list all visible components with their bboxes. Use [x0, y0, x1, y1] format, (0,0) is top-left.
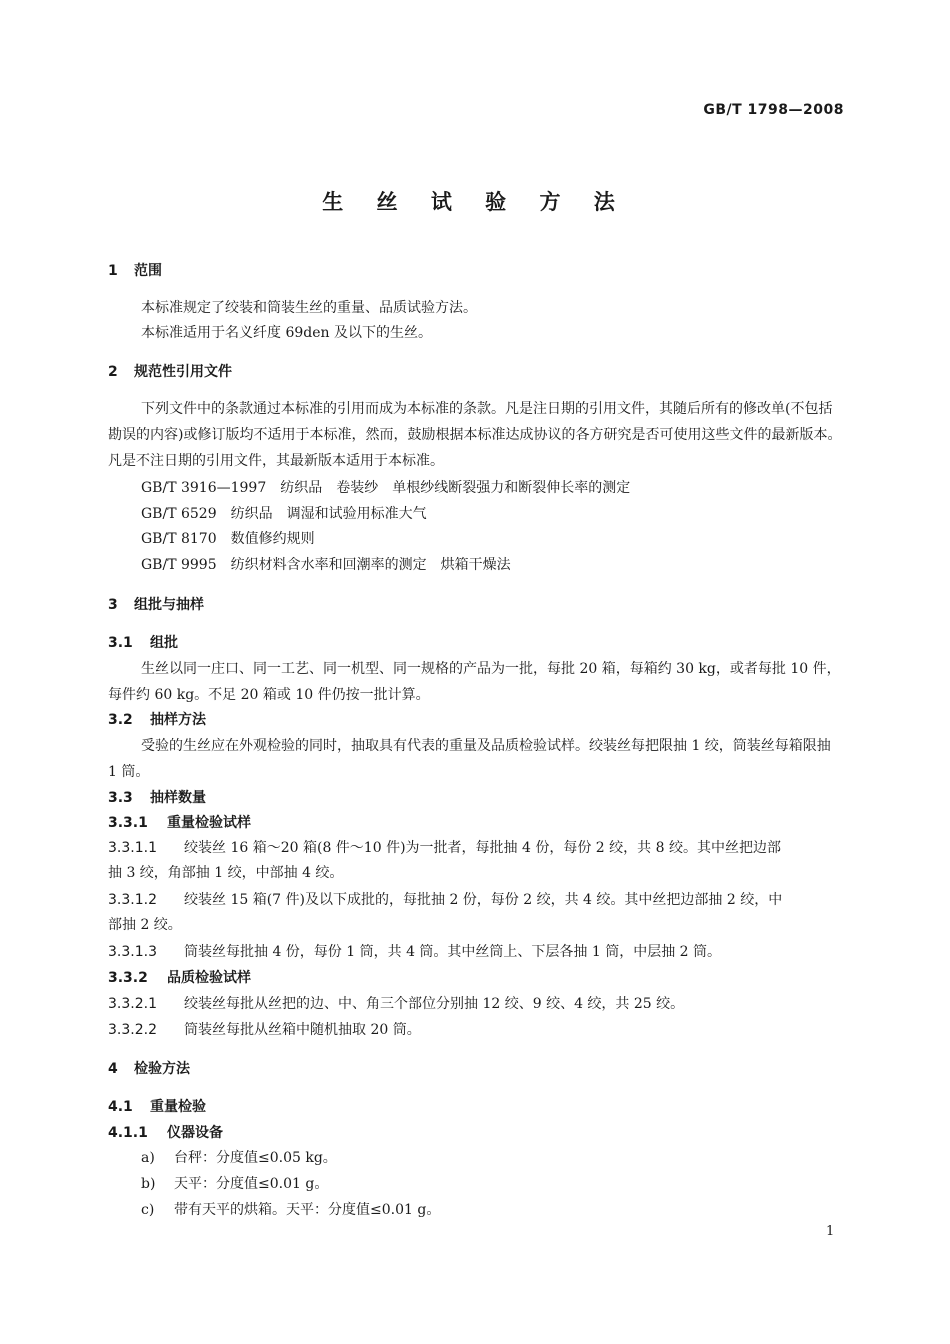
document-title: 生 丝 试 验 方 法: [322, 190, 628, 214]
list-label: c): [141, 1202, 155, 1218]
subsection-3-1-heading: [108, 632, 178, 652]
clause-text: 绞装丝 16 箱～20 箱(8 件～10 件)为一批者，每批抽 4 份，每份 2 绞，共 8 绞。其中丝把边部: [184, 840, 781, 856]
subsection-3-3-heading: [108, 787, 206, 807]
list-label: a): [141, 1150, 155, 1166]
list-label: b): [141, 1176, 156, 1192]
clause-3-3-2-2: [108, 1019, 421, 1039]
clause-number: 3.3.1.2: [108, 892, 157, 908]
clause-number: 3.3.2.1: [108, 996, 157, 1012]
section-number: 3.3.1: [108, 815, 148, 831]
paragraph: 本标准适用于名义纤度 69den 及以下的生丝。: [141, 325, 432, 341]
section-title: 重量检验: [150, 1099, 206, 1115]
clause-text: 绞装丝每批从丝把的边、中、角三个部位分别抽 12 绞、9 绞、4 绞，共 25 绞。: [184, 996, 685, 1012]
list-text: 天平：分度值≤0.01 g。: [174, 1176, 329, 1192]
section-number: 3.3: [108, 790, 133, 806]
clause-number: 3.3.2.2: [108, 1022, 157, 1038]
section-number: 4.1: [108, 1099, 133, 1115]
clause-3-3-1-3: [108, 941, 721, 961]
clause-3-3-1-2: [108, 889, 782, 909]
section-title: 范围: [134, 263, 162, 279]
list-item: [141, 1147, 337, 1167]
reference-item: GB/T 8170 数值修约规则: [141, 531, 315, 547]
reference-item: GB/T 9995 纺织材料含水率和回潮率的测定 烘箱干燥法: [141, 557, 511, 573]
section-title: 规范性引用文件: [134, 364, 232, 380]
section-number: 3.1: [108, 635, 133, 651]
section-3-heading: [108, 594, 204, 614]
section-1-heading: [108, 260, 162, 280]
list-item: [141, 1173, 328, 1193]
clause-text: 筒装丝每批从丝箱中随机抽取 20 筒。: [184, 1022, 421, 1038]
section-title: 重量检验试样: [167, 815, 251, 831]
subsection-4-1-1-heading: [108, 1122, 223, 1142]
section-number: 1: [108, 263, 118, 279]
clause-number: 3.3.1.3: [108, 944, 157, 960]
clause-text: 筒装丝每批抽 4 份，每份 1 筒，共 4 筒。其中丝筒上、下层各抽 1 筒，中层抽 2 筒。: [184, 944, 722, 960]
section-title: 检验方法: [134, 1061, 190, 1077]
section-2-heading: [108, 361, 232, 381]
section-title: 品质检验试样: [167, 970, 251, 986]
paragraph: 本标准规定了绞装和筒装生丝的重量、品质试验方法。: [141, 300, 477, 316]
section-number: 4: [108, 1061, 118, 1077]
page-number: 1: [826, 1224, 835, 1239]
reference-item: GB/T 6529 纺织品 调湿和试验用标准大气: [141, 506, 427, 522]
section-number: 2: [108, 364, 118, 380]
section-title: 组批: [150, 635, 178, 651]
section-number: 4.1.1: [108, 1125, 148, 1141]
paragraph: 下列文件中的条款通过本标准的引用而成为本标准的条款。凡是注日期的引用文件，其随后所有的修改单(不包括勘误的内容)或修订版均不适用于本标准，然而，鼓励根据本标准达成协议的各方研究是否可使用这些文件的最新版本。凡是不注日期的引用文件，其最新版本适用于本标准。: [108, 401, 842, 469]
section-title: 抽样数量: [150, 790, 206, 806]
list-text: 带有天平的烘箱。天平：分度值≤0.01 g。: [174, 1202, 441, 1218]
list-item: [141, 1199, 440, 1219]
subsection-4-1-heading: [108, 1096, 206, 1116]
paragraph: 生丝以同一庄口、同一工艺、同一机型、同一规格的产品为一批，每批 20 箱，每箱约 30 kg，或者每批 10 件，每件约 60 kg。不足 20 箱或 10 件仍按一批计算。: [108, 661, 841, 703]
subsection-3-3-2-heading: [108, 967, 251, 987]
document-code: GB/T 1798—2008: [703, 102, 844, 118]
section-title: 仪器设备: [167, 1125, 223, 1141]
clause-3-3-2-1: [108, 993, 684, 1013]
reference-item: GB/T 3916—1997 纺织品 卷装纱 单根纱线断裂强力和断裂伸长率的测定: [141, 480, 631, 496]
section-number: 3.3.2: [108, 970, 148, 986]
clause-continuation: 部抽 2 绞。: [108, 917, 182, 933]
subsection-3-2-heading: [108, 709, 206, 729]
paragraph: 受验的生丝应在外观检验的同时，抽取具有代表的重量及品质检验试样。绞装丝每把限抽 1 绞，筒装丝每箱限抽 1 筒。: [108, 738, 831, 780]
section-title: 组批与抽样: [134, 597, 204, 613]
subsection-3-3-1-heading: [108, 812, 251, 832]
clause-number: 3.3.1.1: [108, 840, 157, 856]
section-4-heading: [108, 1058, 190, 1078]
clause-continuation: 抽 3 绞，角部抽 1 绞，中部抽 4 绞。: [108, 865, 344, 881]
section-title: 抽样方法: [150, 712, 206, 728]
section-number: 3.2: [108, 712, 133, 728]
clause-text: 绞装丝 15 箱(7 件)及以下成批的，每批抽 2 份，每份 2 绞，共 4 绞。其中丝把边部抽 2 绞，中: [184, 892, 783, 908]
clause-3-3-1-1: [108, 837, 781, 857]
list-text: 台秤：分度值≤0.05 kg。: [174, 1150, 337, 1166]
section-number: 3: [108, 597, 118, 613]
